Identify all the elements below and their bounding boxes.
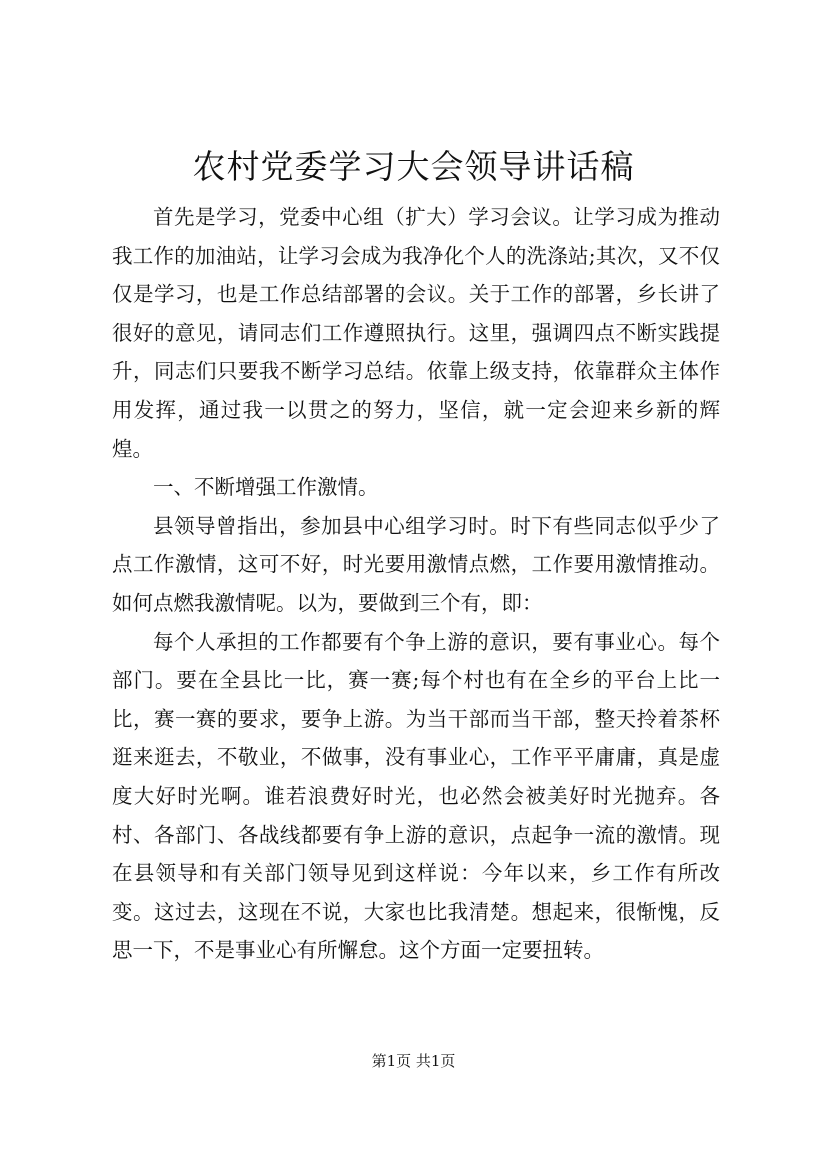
- document-body: [112, 198, 720, 970]
- section-heading: 一、不断增强工作激情。: [153, 475, 379, 500]
- paragraph: 县领导曾指出，参加县中心组学习时。时下有些同志似乎少了点工作激情，这可不好，时光要用激情点燃，工作要用激情推动。如何点燃我激情呢。以为，要做到三个有，即：: [112, 513, 720, 615]
- page-title: 农村党委学习大会领导讲话稿: [192, 147, 635, 186]
- page-number: 第1页 共1页: [371, 1052, 456, 1070]
- paragraph: 首先是学习，党委中心组（扩大）学习会议。让学习成为推动我工作的加油站，让学习会成为我净化个人的洗涤站;其次，又不仅仅是学习，也是工作总结部署的会议。关于工作的部署，乡长讲了很好的意见，请同志们工作遵照执行。这里，强调四点不断实践提升，同志们只要我不断学习总结。依靠上级支持，依靠群众主体作用发挥，通过我一以贯之的努力，坚信，就一定会迎来乡新的辉煌。: [112, 205, 720, 461]
- paragraph: 每个人承担的工作都要有个争上游的意识，要有事业心。每个部门。要在全县比一比，赛一赛;每个村也有在全乡的平台上比一比，赛一赛的要求，要争上游。为当干部而当干部，整天拎着茶杯逛来逛去，不敬业，不做事，没有事业心，工作平平庸庸，真是虚度大好时光啊。谁若浪费好时光，也必然会被美好时光抛弃。各村、各部门、各战线都要有争上游的意识，点起争一流的激情。现在县领导和有关部门领导见到这样说：今年以来，乡工作有所改变。这过去，这现在不说，大家也比我清楚。想起来，很惭愧，反思一下，不是事业心有所懈怠。这个方面一定要扭转。: [112, 629, 720, 963]
